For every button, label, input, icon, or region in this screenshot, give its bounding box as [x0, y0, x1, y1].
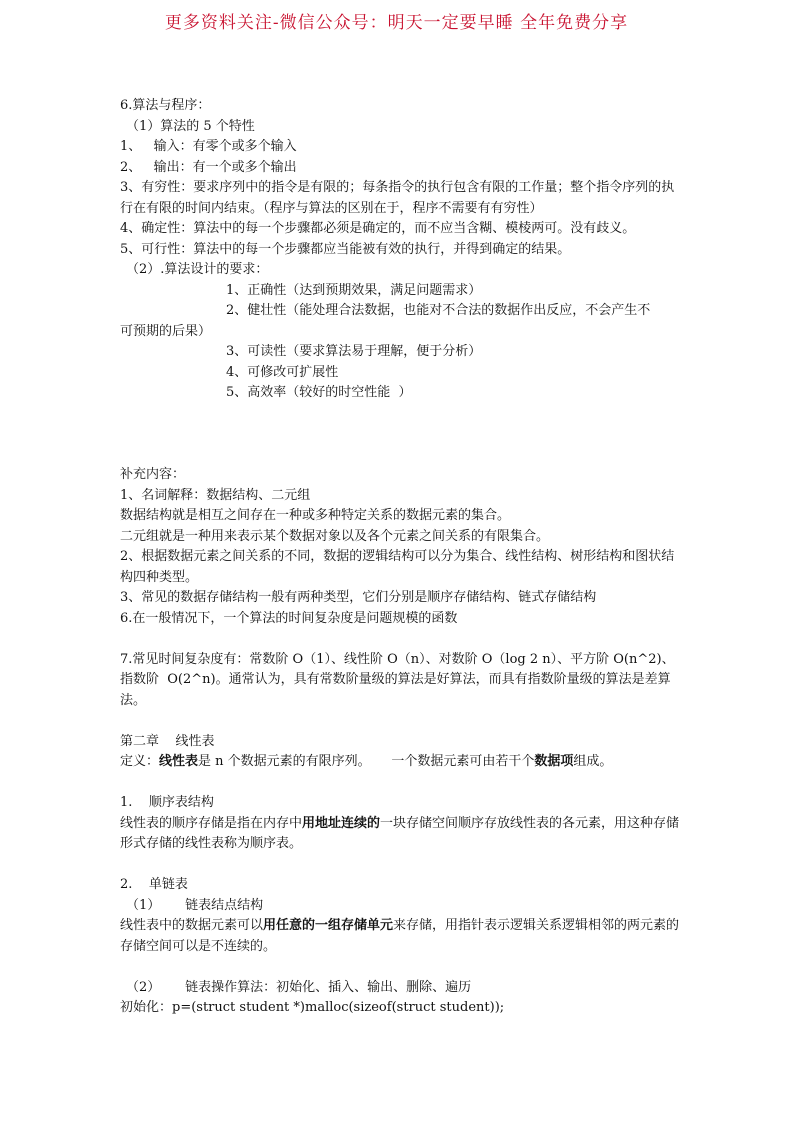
text-line — [120, 465, 680, 486]
text-run: 组成。 — [573, 754, 613, 769]
text-run: 4、确定性：算法中的每一个步骤都必须是确定的，而不应当含糊、模棱两可。没有歧义。 — [120, 221, 636, 236]
text-run: 7.常见时间复杂度有：常数阶 O（1）、线性阶 O（n）、对数阶 O（log 2 n）、平方阶 O(n^2)、指数阶 O(2^n)。通常认为，具有常数阶量级的算法是好算法，而具有指数阶量级的算法是差算法。 — [120, 651, 675, 708]
text-line — [120, 527, 680, 548]
text-run: 数据结构就是相互之间存在一种或多种特定关系的数据元素的集合。 — [120, 508, 511, 523]
text-line — [120, 978, 680, 999]
promo-banner: 更多资料关注-微信公众号：明天一定要早睡 全年免费分享 — [164, 13, 629, 33]
text-line — [120, 158, 680, 179]
text-line — [120, 896, 680, 917]
text-run: 1. 顺序表结构 — [120, 795, 214, 810]
text-run: 2. 单链表 — [120, 877, 188, 892]
document-body — [120, 96, 680, 1019]
paragraph-gap — [120, 773, 680, 794]
text-run: 二元组就是一种用来表示某个数据对象以及各个元素之间关系的有限集合。 — [120, 528, 550, 544]
text-run: 6.算法与程序： — [120, 98, 211, 113]
text-run: 3、可读性（要求算法易于理解，便于分析） — [226, 344, 482, 359]
text-run: 第二章 线性表 — [120, 733, 215, 749]
text-line — [120, 178, 680, 219]
paragraph-gap — [120, 445, 680, 466]
text-line — [120, 363, 680, 384]
text-line — [120, 609, 680, 630]
text-run: 3、常见的数据存储结构一般有两种类型，它们分别是顺序存储结构、链式存储结构 — [120, 590, 597, 605]
text-run: 3、有穷性：要求序列中的指令是有限的；每条指令的执行包含有限的工作量；整个指令序列的执行在有限的时间内结束。（程序与算法的区别在于，程序不需要有有穷性） — [120, 180, 675, 216]
text-run: 补充内容： — [120, 467, 186, 482]
text-line — [120, 814, 680, 855]
bold-term: 用地址连续的 — [302, 815, 381, 831]
text-line — [120, 486, 680, 507]
paragraph-gap — [120, 629, 680, 650]
text-line — [120, 281, 680, 302]
text-line — [120, 322, 680, 343]
text-run: 2、根据数据元素之间关系的不同，数据的逻辑结构可以分为集合、线性结构、树形结构和图状结构四种类型。 — [120, 549, 675, 585]
text-line — [120, 916, 680, 957]
text-run: 6.在一般情况下，一个算法的时间复杂度是问题规模的函数 — [120, 610, 458, 626]
paragraph-gap — [120, 404, 680, 445]
text-run: 2、 输出：有一个或多个输出 — [120, 159, 297, 175]
text-run: 1、正确性（达到预期效果，满足问题需求） — [226, 282, 482, 298]
text-run: 可预期的后果） — [120, 323, 212, 339]
text-line — [120, 260, 680, 281]
paragraph-gap — [120, 711, 680, 732]
text-line — [120, 998, 680, 1019]
text-line — [120, 137, 680, 158]
bold-term: 线性表 — [159, 754, 199, 769]
text-run: 1、 输入：有零个或多个输入 — [120, 139, 297, 154]
text-line — [120, 650, 680, 712]
text-run: （2）.算法设计的要求： — [126, 262, 269, 277]
text-run: 5、高效率（较好的时空性能 ） — [226, 385, 412, 400]
text-run: 初始化：p=(struct student *)malloc(sizeof(struct student)); — [120, 1000, 505, 1015]
text-run: 4、可修改可扩展性 — [226, 364, 339, 380]
text-line — [120, 219, 680, 240]
text-run: 定义： — [120, 754, 160, 769]
text-run: （2） 链表操作算法：初始化、插入、输出、删除、遍历 — [126, 979, 472, 995]
text-line — [120, 875, 680, 896]
text-line — [120, 117, 680, 138]
text-line — [120, 732, 680, 753]
text-line — [120, 301, 680, 322]
bold-term: 用任意的一组存储单元 — [263, 918, 394, 933]
paragraph-gap — [120, 855, 680, 876]
text-line — [120, 793, 680, 814]
paragraph-gap — [120, 957, 680, 978]
text-line — [120, 752, 680, 773]
text-run: 线性表中的数据元素可以 — [120, 918, 264, 933]
text-run: （1）算法的 5 个特性 — [126, 118, 255, 134]
text-line — [120, 588, 680, 609]
text-run: 5、可行性：算法中的每一个步骤都应当能被有效的执行，并得到确定的结果。 — [120, 241, 571, 257]
text-run: 一块存储空间顺序存放线性表的各元素，用这种存储形式存储的线性表称为顺序表。 — [120, 815, 680, 851]
text-line — [120, 240, 680, 261]
text-run: 是 n 个数据元素的有限序列。 一个数据元素可由若干个 — [198, 754, 535, 769]
text-run: 线性表的顺序存储是指在内存中 — [120, 815, 303, 831]
text-line — [120, 342, 680, 363]
text-run: 来存储，用指针表示逻辑关系逻辑相邻的两元素的存储空间可以是不连续的。 — [120, 918, 680, 954]
text-run: 1、名词解释：数据结构、二元组 — [120, 487, 311, 503]
text-line — [120, 506, 680, 527]
bold-term: 数据项 — [534, 754, 574, 769]
text-run: （1） 链表结点结构 — [126, 897, 264, 913]
text-line — [120, 383, 680, 404]
text-line — [120, 96, 680, 117]
text-run: 2、健壮性（能处理合法数据，也能对不合法的数据作出反应，不会产生不 — [226, 303, 651, 318]
text-line — [120, 547, 680, 588]
